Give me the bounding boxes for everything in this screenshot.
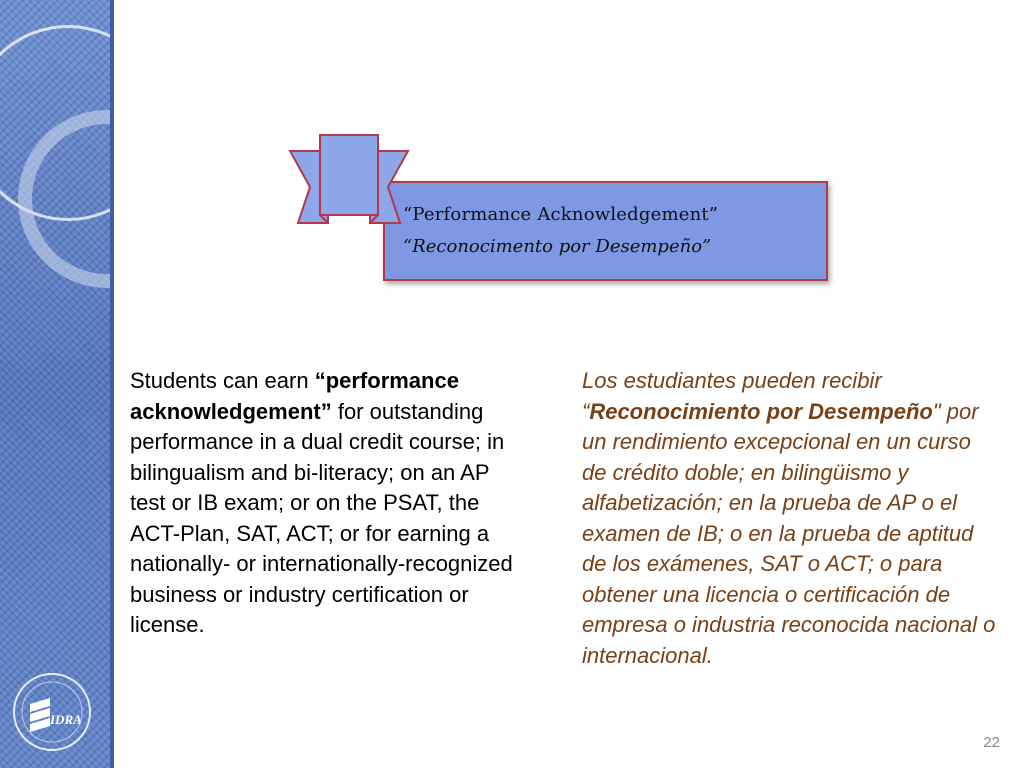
logo-label: IDRA bbox=[50, 712, 82, 727]
decorative-sidebar bbox=[0, 0, 114, 768]
banner-title-english: “Performance Acknowledgement” bbox=[403, 204, 719, 225]
banner-title-spanish: “Reconocimento por Desempeño” bbox=[403, 236, 712, 257]
spanish-intro: Los estudiantes pueden recibir “ bbox=[582, 368, 882, 424]
spanish-paragraph bbox=[582, 366, 997, 671]
sidebar-edge bbox=[110, 0, 114, 768]
english-intro: Students can earn bbox=[130, 368, 315, 393]
english-paragraph bbox=[130, 366, 520, 641]
page-number: 22 bbox=[983, 734, 1000, 751]
title-banner bbox=[383, 181, 828, 281]
spanish-body: " por un rendimiento excepcional en un curso de crédito doble; en bilingüismo y alfabetización; en la prueba de AP o el examen de IB; o en la prueba de aptitud de los exámenes, SAT o ACT; o para obtener una licencia o certificación de empresa o industria reconocida nacional o internacional. bbox=[582, 398, 996, 668]
ribbon-icon bbox=[288, 133, 410, 228]
english-bold-term: “performance acknowledgement” bbox=[130, 368, 459, 424]
english-body: for outstanding performance in a dual credit course; in bilingualism and bi-literacy; on an AP test or IB exam; or on the PSAT, the ACT-Plan, SAT, ACT; or for earning a nationally- or internationally-recognized business or industry certification or license. bbox=[130, 398, 513, 637]
spanish-bold-term: Reconocimiento por Desempeño bbox=[589, 398, 933, 424]
